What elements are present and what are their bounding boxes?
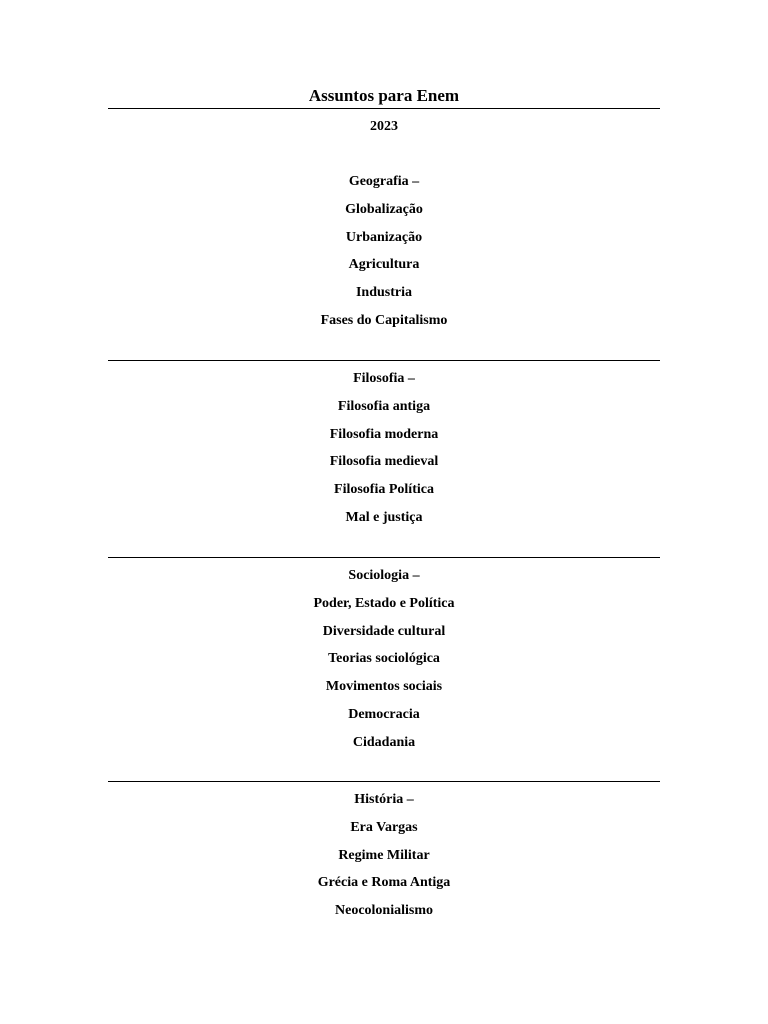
list-item: Filosofia antiga xyxy=(337,398,431,414)
list-item: Poder, Estado e Política xyxy=(313,595,455,611)
section-historia xyxy=(0,791,768,930)
list-item: Teorias sociológica xyxy=(328,651,440,667)
list-item: Neocolonialismo xyxy=(335,903,433,919)
list-item: Cidadania xyxy=(352,734,416,750)
list-item: Fases do Capitalismo xyxy=(320,312,448,328)
list-item: Movimentos sociais xyxy=(325,679,443,695)
section-geografia xyxy=(0,173,768,340)
section-filosofia xyxy=(0,370,768,537)
list-item: Mal e justiça xyxy=(345,509,423,525)
list-item: Regime Militar xyxy=(338,847,430,863)
title-divider xyxy=(108,108,660,109)
list-item: Urbanização xyxy=(345,229,423,245)
list-item: Grécia e Roma Antiga xyxy=(317,875,451,891)
section-divider xyxy=(108,360,660,361)
section-sociologia xyxy=(0,567,768,762)
list-item: Filosofia medieval xyxy=(329,454,439,470)
document-year: 2023 xyxy=(370,119,398,134)
section-heading: Sociologia – xyxy=(348,568,420,583)
list-item: Democracia xyxy=(348,706,420,722)
list-item: Agricultura xyxy=(348,257,420,273)
section-divider xyxy=(108,557,660,558)
section-heading: Geografia – xyxy=(348,174,420,189)
section-heading: História – xyxy=(354,792,414,807)
list-item: Industria xyxy=(355,285,413,301)
section-divider xyxy=(108,781,660,782)
page-title: Assuntos para Enem xyxy=(308,86,460,105)
list-item: Diversidade cultural xyxy=(322,623,446,639)
list-item: Filosofia moderna xyxy=(329,426,439,442)
list-item: Era Vargas xyxy=(350,819,418,835)
section-heading: Filosofia – xyxy=(353,371,415,386)
list-item: Globalização xyxy=(345,201,423,217)
list-item: Filosofia Política xyxy=(334,482,434,498)
